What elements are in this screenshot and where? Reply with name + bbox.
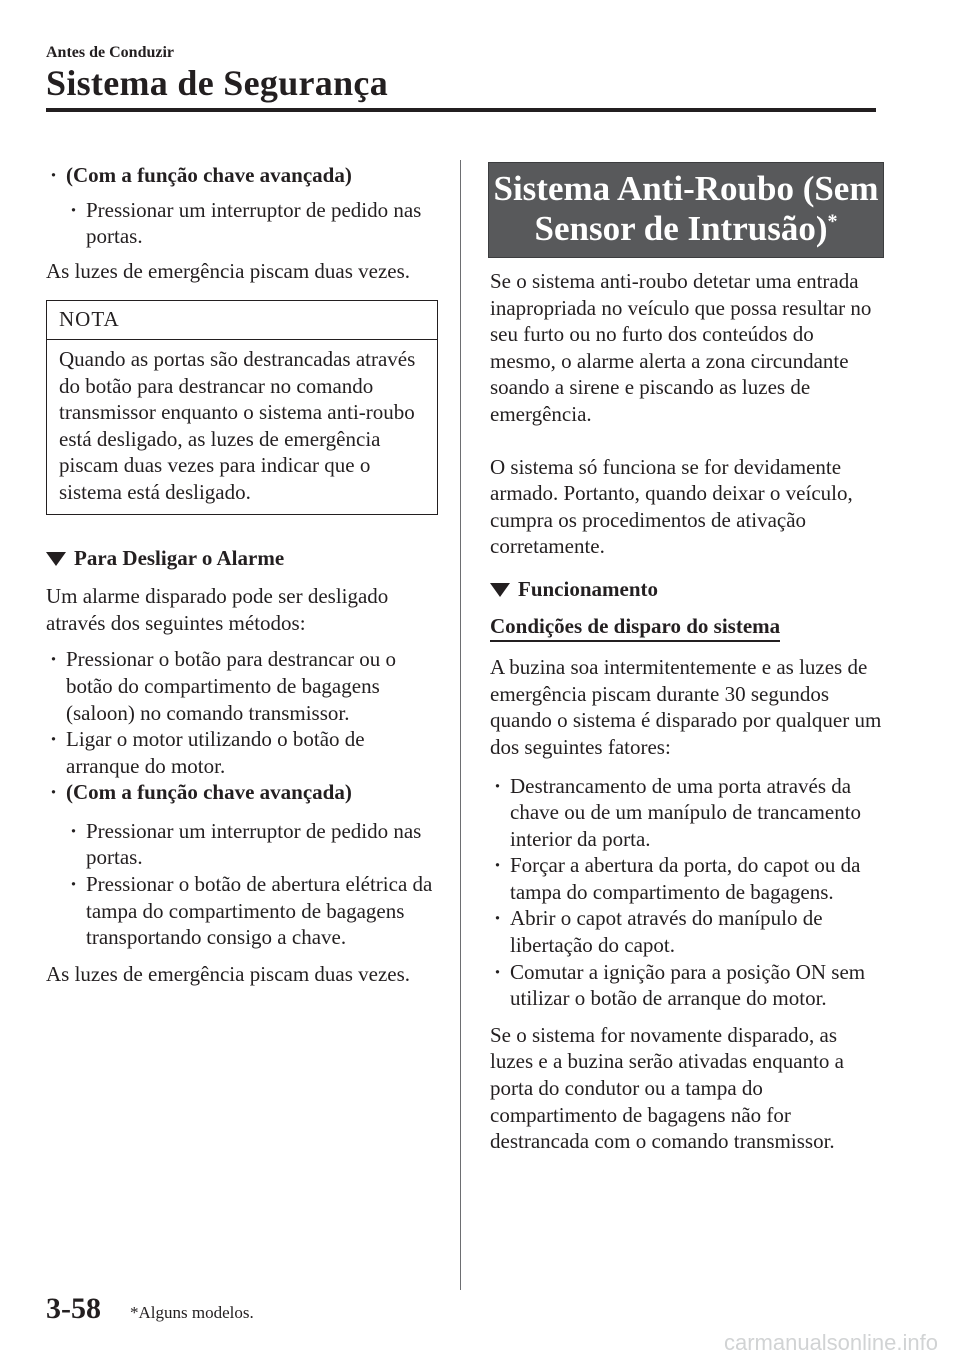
- paragraph: As luzes de emergência piscam duas vezes.: [46, 961, 411, 986]
- list-item: · Comutar a ignição para a posição ON sem utilizar o botão de arranque do motor.: [490, 959, 882, 1012]
- subheading-disable-alarm: Para Desligar o Alarme: [46, 545, 438, 572]
- paragraph: A buzina soa intermitentemente e as luzes de emergência piscam durante 30 segundos quando o sistema é disparado por qualquer um dos seguintes fatores:: [490, 655, 882, 759]
- list-item: · Destrancamento de uma porta através da chave ou de um manípulo de trancamento interior da porta.: [490, 773, 882, 853]
- paragraph: Se o sistema for novamente disparado, as luzes e a buzina serão ativadas enquanto a porta do condutor ou a tampa do compartimento de bagagens não for destrancada com o comando transmissor.: [490, 1022, 844, 1154]
- bullet-advanced-key: · (Com a função chave avançada): [46, 779, 438, 806]
- paragraph: O sistema só funciona se for devidamente armado. Portanto, quando deixar o veículo, cumpra os procedimentos de ativação corretamente.: [490, 454, 853, 559]
- sub-bullet: · Pressionar um interruptor de pedido nas portas.: [46, 818, 438, 871]
- page-title: Sistema de Segurança: [46, 63, 388, 103]
- triangle-down-icon: [46, 552, 66, 566]
- note-text: Quando as portas são destrancadas através do botão para destrancar no comando transmissor enquanto o sistema anti-roubo está desligado, as luzes de emergência piscam duas vezes para indicar que o sistema está desligado.: [59, 346, 416, 504]
- list-item: · Ligar o motor utilizando o botão de arranque do motor.: [46, 726, 438, 779]
- subheading-operation: Funcionamento: [490, 576, 882, 603]
- right-column: [490, 162, 882, 1155]
- header-rule: [46, 108, 876, 112]
- footnote: *Alguns modelos.: [130, 1303, 254, 1322]
- underlined-heading: Condições de disparo do sistema: [490, 613, 780, 643]
- banner-line: Sistema Anti-Roubo (Sem: [493, 169, 879, 208]
- column-divider: [460, 160, 461, 1290]
- paragraph: Um alarme disparado pode ser desligado através dos seguintes métodos:: [46, 584, 389, 635]
- triangle-down-icon: [490, 583, 510, 597]
- note-label: NOTA: [47, 301, 437, 340]
- page-number: 3-58: [46, 1292, 101, 1325]
- paragraph: As luzes de emergência piscam duas vezes.: [46, 258, 411, 283]
- list-item: · Forçar a abertura da porta, do capot ou da tampa do compartimento de bagagens.: [490, 852, 882, 905]
- footnote-mark: *: [827, 210, 838, 233]
- sub-bullet: · Pressionar o botão de abertura elétrica da tampa do compartimento de bagagens transportando consigo a chave.: [46, 871, 438, 951]
- note-box: [46, 300, 438, 514]
- bullet-advanced-key: · (Com a função chave avançada): [46, 162, 438, 189]
- section-banner: [488, 162, 884, 258]
- paragraph: Se o sistema anti-roubo detetar uma entrada inapropriada no veículo que possa resultar no seu furto ou no furto dos conteúdos do mesmo, o alarme alerta a zona circundante soando a sirene e piscando as luzes de emergência.: [490, 269, 872, 426]
- section-label: Antes de Conduzir: [46, 44, 175, 61]
- watermark: carmanualsonline.info: [723, 1330, 938, 1355]
- list-item: · Abrir o capot através do manípulo de libertação do capot.: [490, 905, 882, 958]
- list-item: · Pressionar o botão para destrancar ou o botão do compartimento de bagagens (saloon) no comando transmissor.: [46, 646, 438, 726]
- left-column: [46, 162, 438, 987]
- banner-line: Sensor de Intrusão)*: [534, 209, 838, 248]
- sub-bullet: · Pressionar um interruptor de pedido nas portas.: [46, 197, 438, 250]
